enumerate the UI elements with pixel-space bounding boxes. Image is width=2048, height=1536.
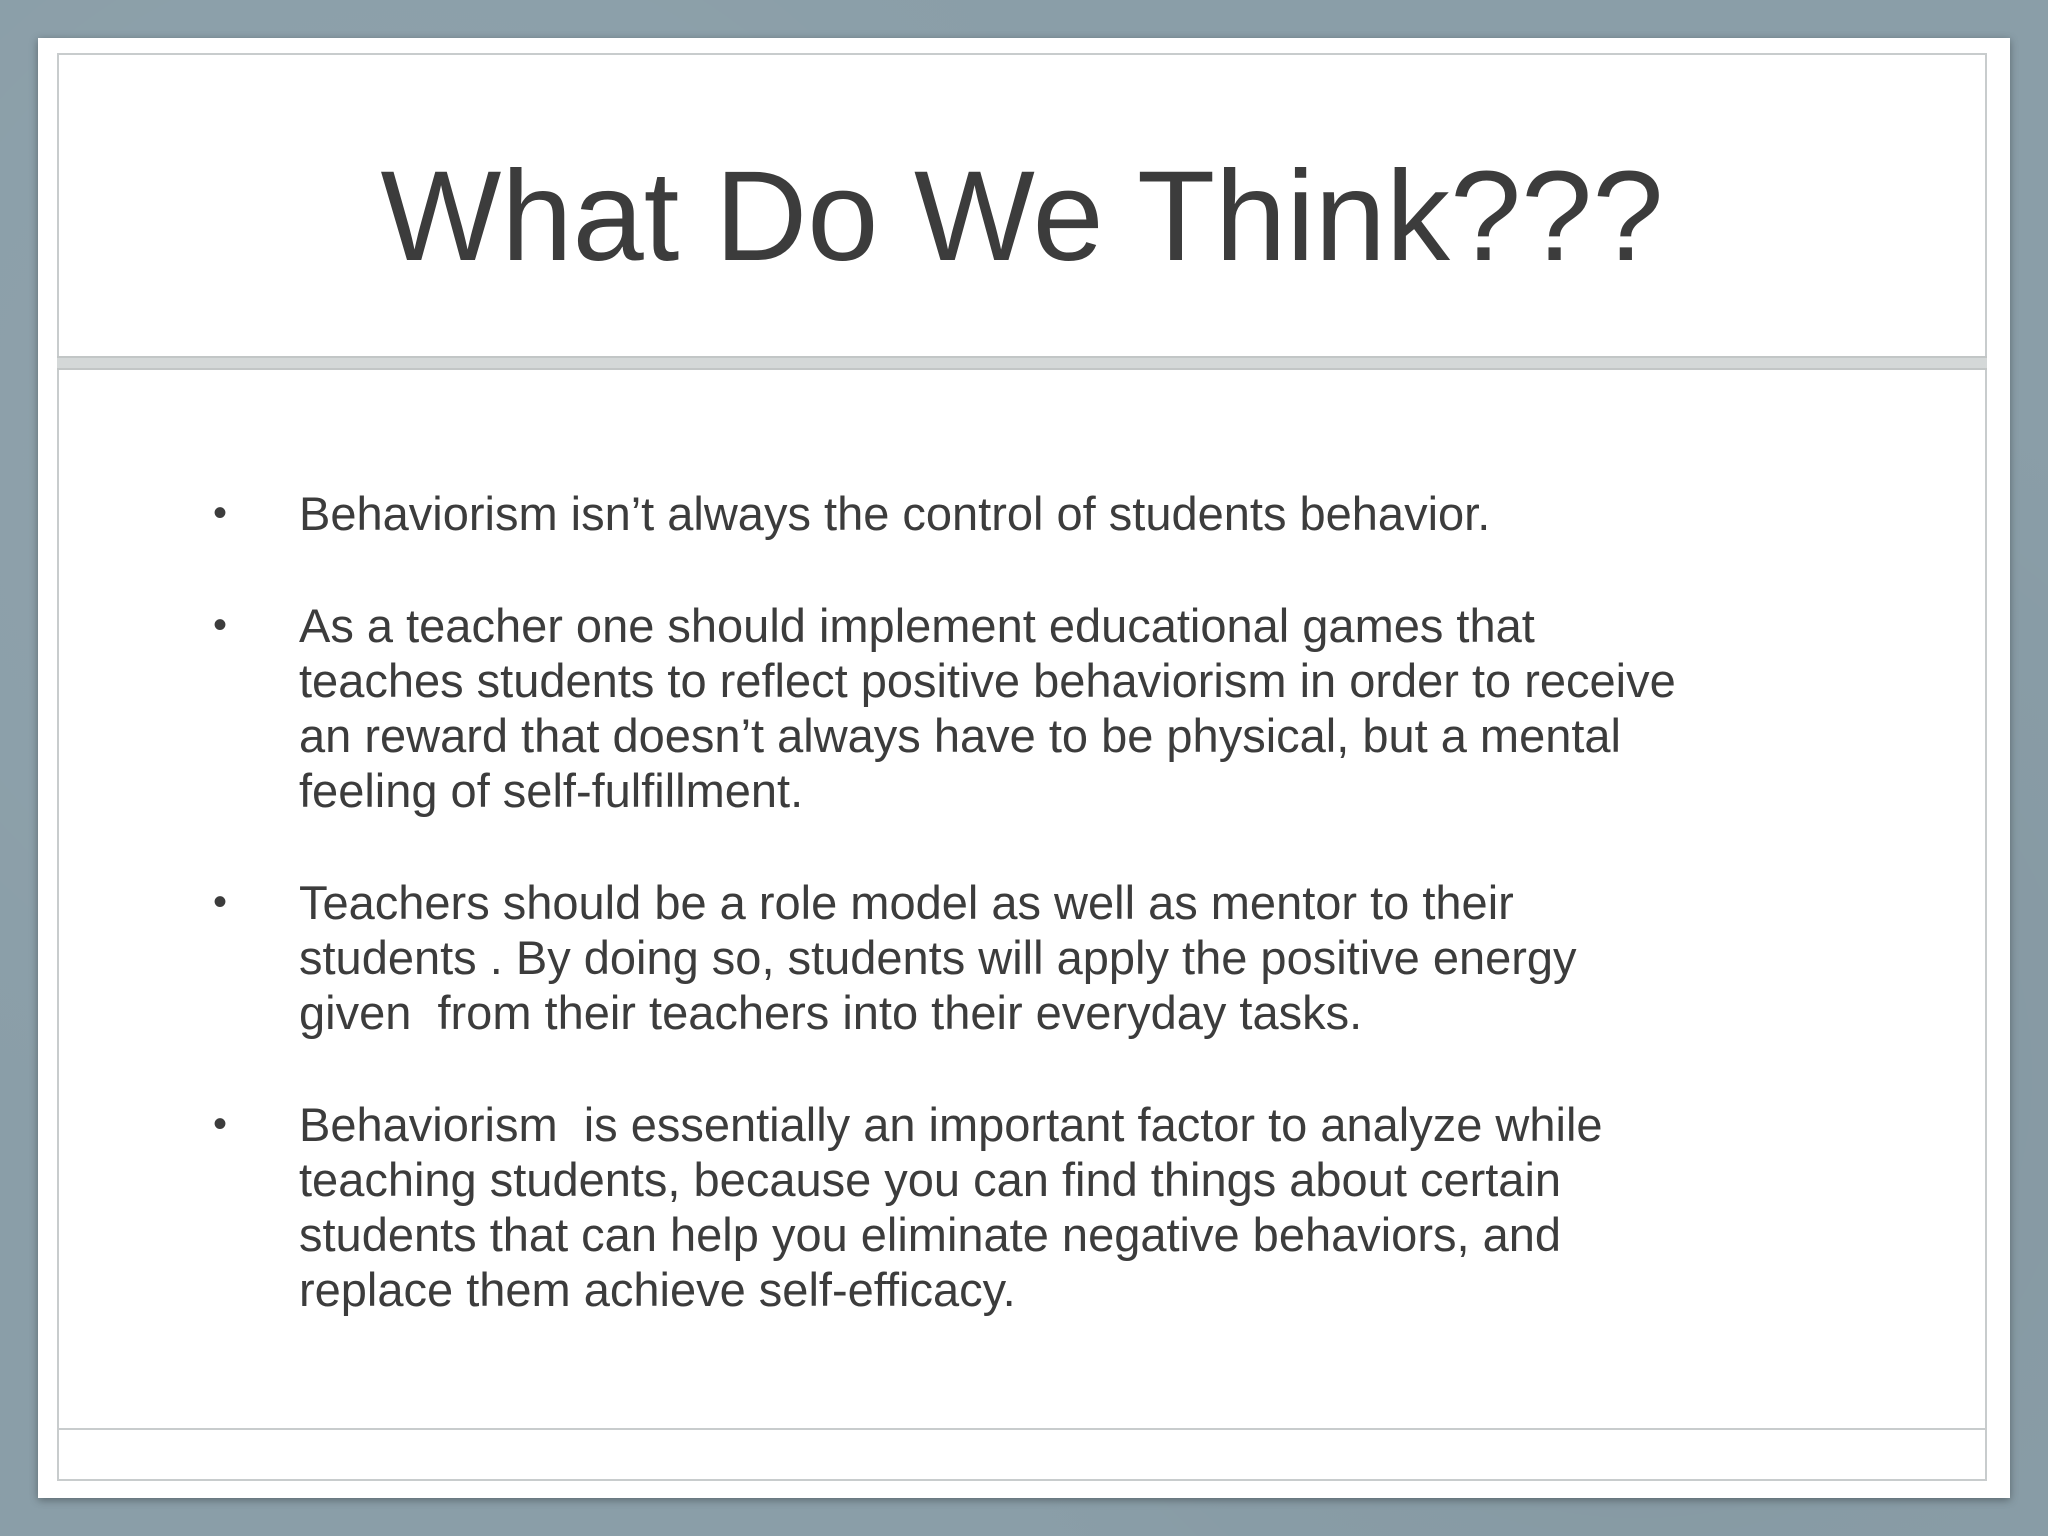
- bullet-item: [213, 875, 1873, 1040]
- bullet-icon: •: [213, 1102, 228, 1146]
- footer-divider: [57, 1428, 1987, 1430]
- bullet-icon: •: [213, 603, 228, 647]
- slide: [38, 38, 2010, 1498]
- bullet-text: Behaviorism is essentially an important factor to analyze while teaching students, because you can find things about certain students that can help you eliminate negative behaviors, and replace them achieve self-efficacy.: [299, 1098, 1603, 1316]
- bullet-item: [213, 1097, 1873, 1317]
- title-divider: [57, 356, 1987, 370]
- bullet-item: [213, 486, 1873, 541]
- bullet-item: [213, 598, 1873, 818]
- bullet-text: Behaviorism isn’t always the control of students behavior.: [299, 487, 1491, 540]
- bullet-icon: •: [213, 491, 228, 535]
- bullet-list: [213, 486, 1873, 1374]
- slide-title: What Do We Think???: [380, 145, 1664, 288]
- bullet-text: As a teacher one should implement educational games that teaches students to reflect positive behaviorism in order to receive an reward that doesn’t always have to be physical, but a mental feeling of self-fulfillment.: [299, 599, 1676, 817]
- title-area: [59, 55, 1985, 395]
- bullet-text: Teachers should be a role model as well as mentor to their students . By doing so, students will apply the positive energy given from their teachers into their everyday tasks.: [299, 876, 1577, 1039]
- bullet-icon: •: [213, 880, 228, 924]
